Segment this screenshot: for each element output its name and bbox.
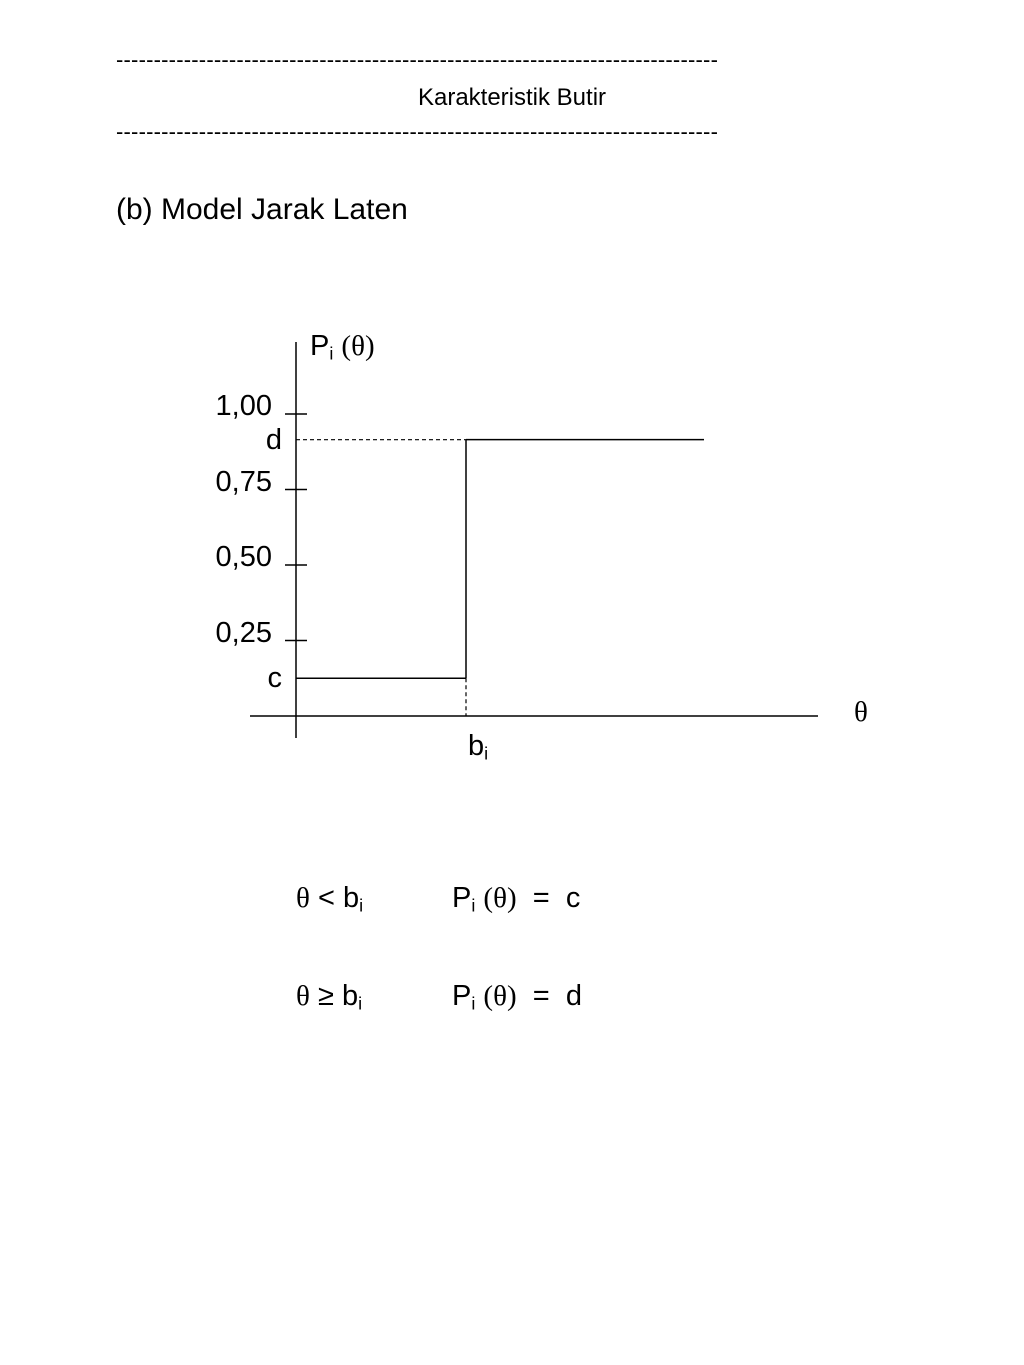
x-axis-label: θ [854, 696, 868, 728]
header-rule-bottom: -------------------------------------------------------------------------------- [116, 120, 719, 144]
formula-result-c: $P_i$ (θ) = c [452, 882, 581, 916]
formula-condition-less: $\theta < b_i$ [296, 882, 364, 916]
y-tick-label-3: 0,25 [215, 616, 272, 649]
header-title: Karakteristik Butir [417, 84, 607, 111]
y-marker-label-d: d [265, 423, 282, 456]
chart-axes [250, 342, 818, 738]
y-tick-label-0: 1,00 [215, 390, 272, 422]
chart-marks [296, 440, 704, 716]
y-marker-label-c: c [267, 662, 282, 695]
y-axis-label: $P_i$ (θ) [310, 330, 375, 364]
y-tick-label-1: 0,75 [215, 465, 272, 498]
formula-result-d: $P_i$ (θ) = d [452, 980, 582, 1014]
y-tick-label-2: 0,50 [215, 541, 272, 573]
formula-condition-geq: $\theta \ge b_i$ [296, 980, 363, 1014]
section-title: (b) Model Jarak Laten [116, 193, 408, 226]
x-marker-label-b: $b_i$ [468, 730, 489, 764]
header-rule-top: -------------------------------------------------------------------------------- [116, 48, 719, 72]
